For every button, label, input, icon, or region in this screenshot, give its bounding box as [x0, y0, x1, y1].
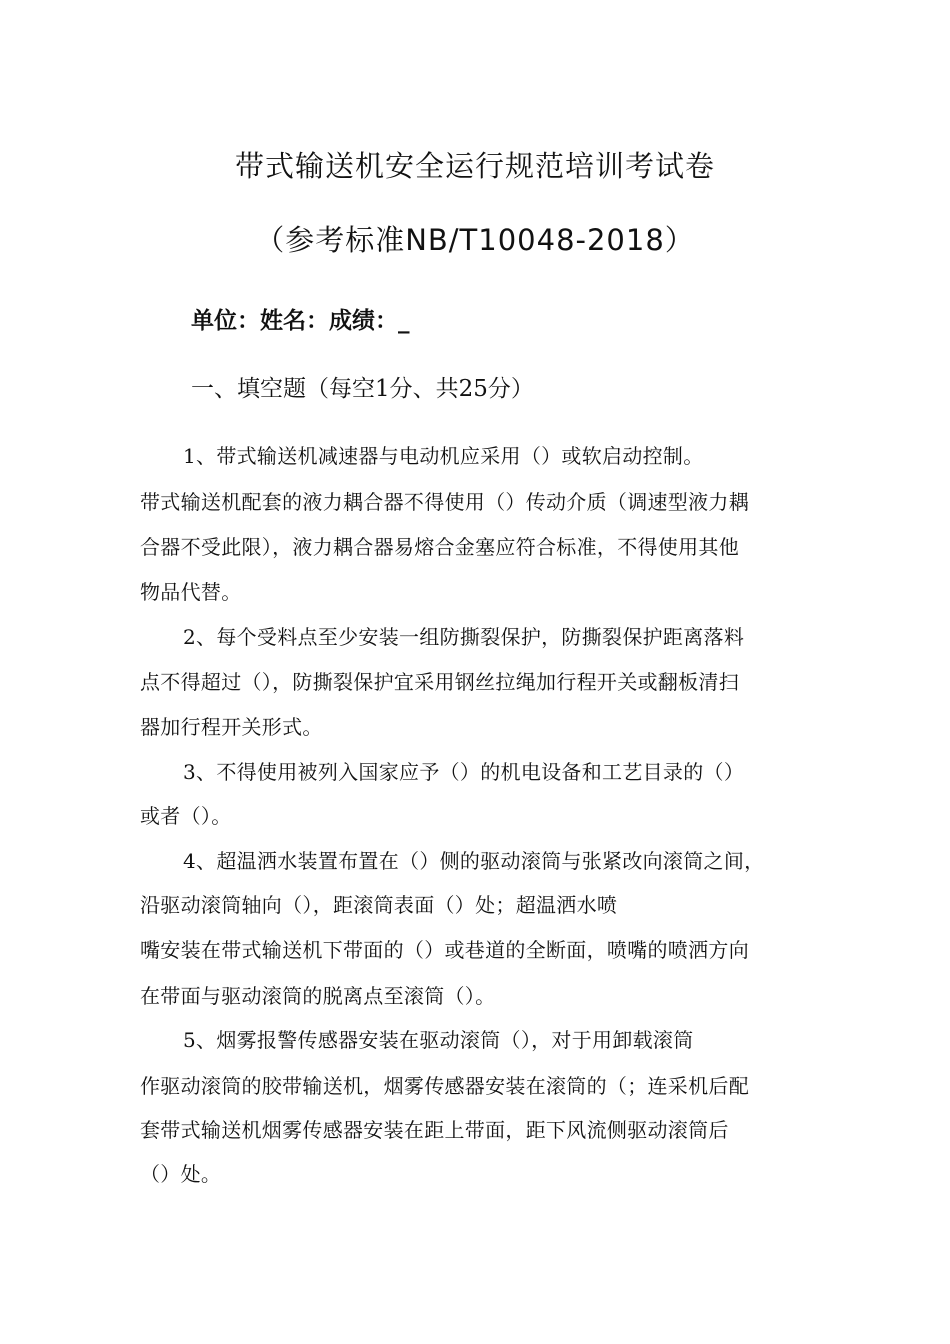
section-heading: 一、填空题（每空1分、共25分）: [191, 376, 534, 402]
question-line: 沿驱动滚筒轴向（），距滚筒表面（）处；超温洒水喷: [140, 893, 618, 917]
exam-info-line: 单位：姓名：成绩：_: [191, 308, 410, 334]
question-line: 物品代替。: [140, 580, 242, 604]
question-line: 点不得超过（），防撕裂保护宜采用钢丝拉绳加行程开关或翻板清扫: [140, 670, 739, 694]
question-line: 或者（）。: [140, 804, 232, 828]
question-line: 器加行程开关形式。: [140, 715, 323, 739]
exam-title: 带式输送机安全运行规范培训考试卷: [234, 149, 715, 183]
question-line: 在带面与驱动滚筒的脱离点至滚筒（）。: [140, 984, 496, 1008]
question-line: 带式输送机配套的液力耦合器不得使用（）传动介质（调速型液力耦: [140, 490, 749, 514]
question-line: 套带式输送机烟雾传感器安装在距上带面，距下风流侧驱动滚筒后: [140, 1118, 729, 1142]
question-line: （）处。: [140, 1162, 222, 1186]
question-line: 3、不得使用被列入国家应予（）的机电设备和工艺目录的（）: [183, 760, 745, 784]
question-line: 2、每个受料点至少安装一组防撕裂保护，防撕裂保护距离落料: [183, 625, 745, 649]
question-line: 5、烟雾报警传感器安装在驱动滚筒（），对于用卸载滚筒: [183, 1028, 694, 1052]
question-line: 合器不受此限），液力耦合器易熔合金塞应符合标准，不得使用其他: [140, 535, 739, 559]
exam-subtitle: （参考标准NB/T10048-2018）: [255, 223, 695, 257]
question-line: 1、带式输送机减速器与电动机应采用（）或软启动控制。: [183, 444, 704, 468]
question-line: 嘴安装在带式输送机下带面的（）或巷道的全断面，喷嘴的喷洒方向: [140, 938, 749, 962]
question-line: 作驱动滚筒的胶带输送机，烟雾传感器安装在滚筒的（；连采机后配: [140, 1074, 749, 1098]
question-line: 4、超温洒水装置布置在（）侧的驱动滚筒与张紧改向滚筒之间，: [183, 849, 765, 873]
